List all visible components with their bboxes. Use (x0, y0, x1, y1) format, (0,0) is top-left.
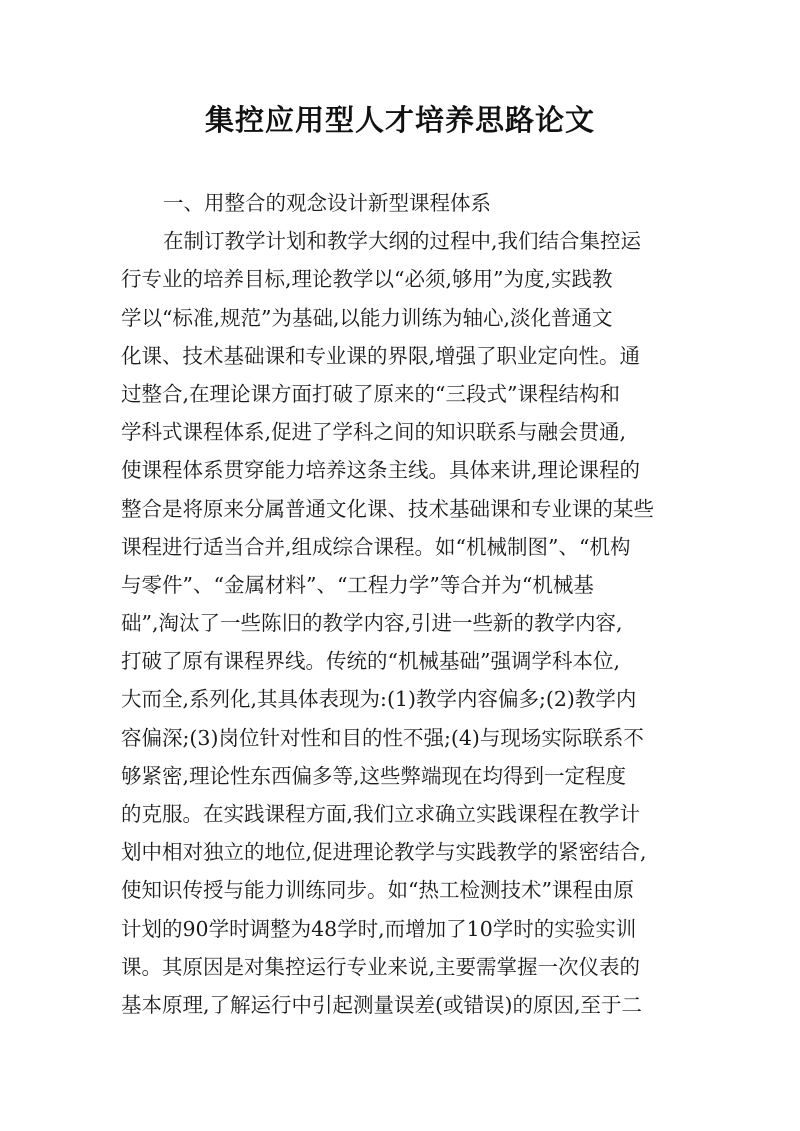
paragraph-line: 学以“标准,规范”为基础,以能力训练为轴心,淡化普通文 (121, 305, 613, 330)
paragraph-line: 与零件”、“金属材料”、“工程力学”等合并为“机械基 (121, 572, 594, 597)
paragraph-line: 容偏深;(3)岗位针对性和目的性不强;(4)与现场实际联系不 (121, 725, 644, 750)
paragraph-line: 够紧密,理论性东西偏多等,这些弊端现在均得到一定程度 (121, 763, 627, 788)
paragraph-line: 的克服。在实践课程方面,我们立求确立实践课程在教学计 (121, 802, 641, 826)
document-title: 集控应用型人才培养思路论文 (204, 103, 595, 137)
paragraph-line: 大而全,系列化,其具体表现为:(1)教学内容偏多;(2)教学内 (121, 687, 637, 712)
document-body (121, 184, 686, 1024)
paragraph-line: 课。其原因是对集控运行专业来说,主要需掌握一次仪表的 (121, 954, 641, 979)
paragraph-line: 础”,淘汰了一些陈旧的教学内容,引进一些新的教学内容, (121, 611, 623, 636)
section-heading: 一、用整合的观念设计新型课程体系 (163, 191, 491, 215)
paragraph-line: 使课程体系贯穿能力培养这条主线。具体来讲,理论课程的 (121, 458, 641, 483)
paragraph-line: 使知识传授与能力训练同步。如“热工检测技术”课程由原 (121, 878, 634, 903)
paragraph-line: 划中相对独立的地位,促进理论教学与实践教学的紧密结合, (121, 840, 647, 865)
paragraph-line: 在制订教学计划和教学大纲的过程中,我们结合集控运 (163, 229, 642, 254)
paragraph-line: 过整合,在理论课方面打破了原来的“三段式”课程结构和 (121, 381, 620, 406)
paragraph-line: 打破了原有课程界线。传统的“机械基础”强调学科本位, (121, 649, 620, 674)
paragraph-line: 行专业的培养目标,理论教学以“必须,够用”为度,实践教 (121, 267, 613, 292)
paragraph-line: 课程进行适当合并,组成综合课程。如“机械制图”、“机构 (121, 534, 631, 559)
paragraph-line: 化课、技术基础课和专业课的界限,增强了职业定向性。通 (121, 343, 641, 368)
paragraph-line: 计划的90学时调整为48学时,而增加了10学时的实验实训 (121, 916, 637, 941)
paragraph-line: 学科式课程体系,促进了学科之间的知识联系与融会贯通, (121, 420, 627, 445)
paragraph-line: 整合是将原来分属普通文化课、技术基础课和专业课的某些 (121, 496, 654, 521)
paragraph-line: 基本原理,了解运行中引起测量误差(或错误)的原因,至于二 (121, 992, 643, 1017)
